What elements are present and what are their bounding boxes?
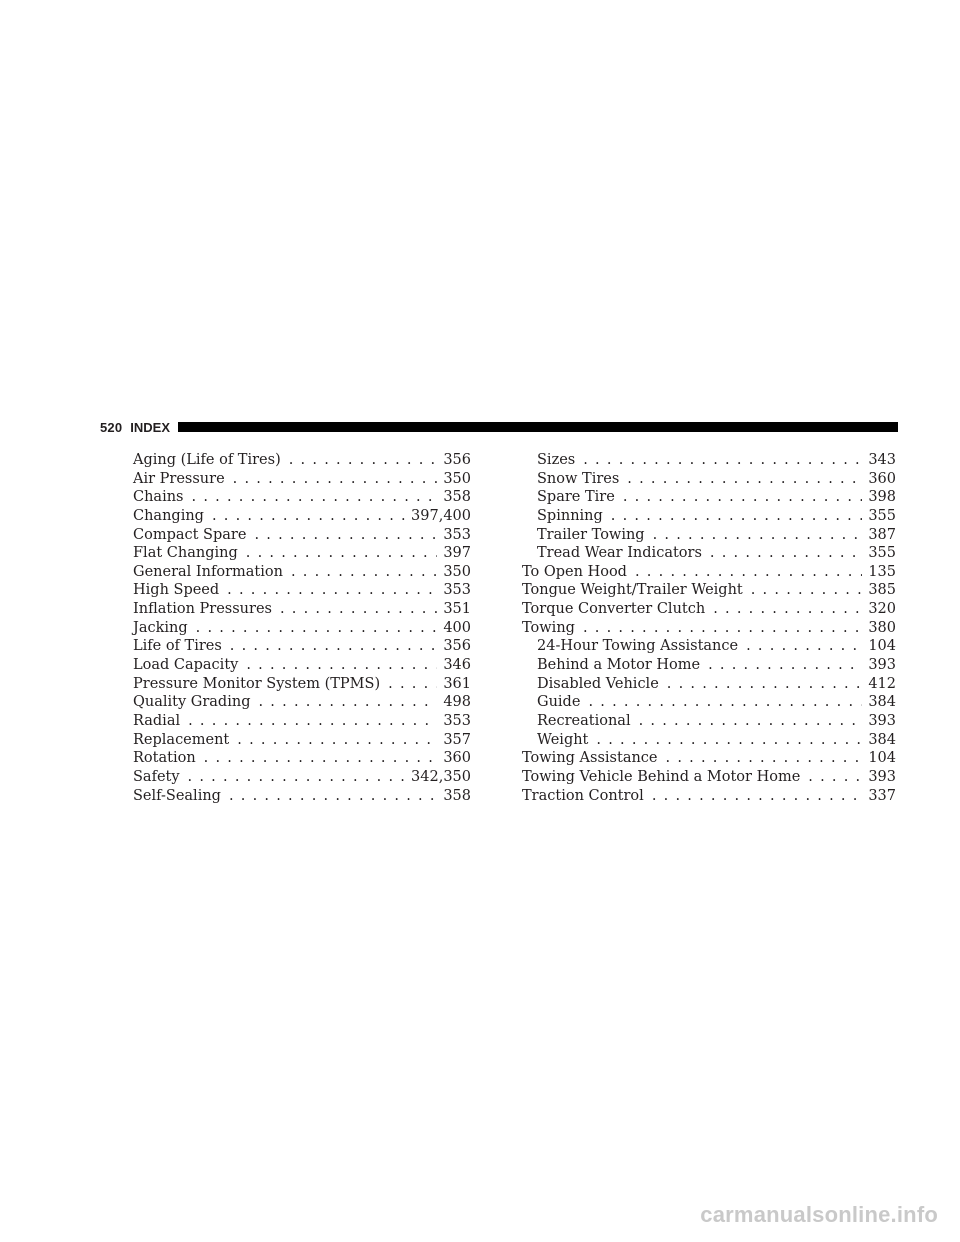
index-entry [133,656,471,675]
index-entry-label: Disabled Vehicle [537,675,659,692]
index-entry-page: 397,400 [411,507,471,524]
index-entry [522,488,896,507]
index-entry-page: 380 [868,619,896,636]
dot-leader [666,749,863,768]
index-entry-page: 356 [443,452,471,468]
index-entry-page: 357 [443,731,471,748]
index-entry [522,507,896,526]
index-entry-page: 353 [443,582,471,599]
index-entry [522,749,896,768]
dot-leader [230,637,438,656]
index-entry-page: 104 [868,638,896,655]
index-entry-page: 104 [868,750,896,767]
dot-leader [258,693,437,712]
index-entry-page: 358 [443,489,471,506]
index-entry-label: Spare Tire [537,489,615,506]
dot-leader [751,581,863,600]
index-entry-label: Torque Converter Clutch [522,601,706,618]
dot-leader [746,637,862,656]
index-entry-label: Replacement [133,731,230,748]
dot-leader [623,488,863,507]
dot-leader [713,600,862,619]
index-entry-label: Guide [537,694,581,711]
index-entry-page: 343 [868,452,896,468]
index-entry-page: 353 [443,712,471,729]
index-entry-label: Towing Assistance [522,750,658,767]
index-entry [522,563,896,582]
index-entry-page: 353 [443,526,471,543]
dot-leader [229,787,437,806]
index-entry [133,581,471,600]
index-entry-page: 350 [443,470,471,487]
index-entry-page: 384 [868,731,896,748]
dot-leader [611,507,863,526]
page-header [100,418,898,436]
index-entry [133,768,471,787]
dot-leader [237,731,437,750]
dot-leader [289,451,438,470]
index-entry-label: Self-Sealing [133,787,221,804]
index-entry-label: Life of Tires [133,638,222,655]
index-entry [522,768,896,787]
index-entry-label: Towing Vehicle Behind a Motor Home [522,768,801,785]
index-entry [522,675,896,694]
dot-leader [808,768,862,787]
index-entry-page: 387 [868,526,896,543]
dot-leader [583,619,862,638]
page-number: 520 [100,419,123,435]
dot-leader [639,712,863,731]
index-entry [133,488,471,507]
index-entry [133,637,471,656]
dot-leader [246,656,437,675]
index-entry [522,656,896,675]
index-entry [522,470,896,489]
index-entry-page: 346 [443,657,471,674]
index-entry-label: 24-Hour Towing Assistance [537,638,739,655]
dot-leader [280,600,437,619]
index-entry-label: To Open Hood [522,563,627,580]
index-entry-label: Spinning [537,507,603,524]
index-entry-page: 351 [443,601,471,618]
index-entry-label: Compact Spare [133,526,247,543]
index-entry [522,581,896,600]
dot-leader [196,619,438,638]
index-entry-label: Weight [537,731,589,748]
watermark: carmanualsonline.info [700,1202,938,1227]
index-entry-label: Tread Wear Indicators [537,545,702,562]
index-column-left [133,451,471,805]
dot-leader [583,451,862,470]
index-entry-label: Rotation [133,750,196,767]
index-entry [522,637,896,656]
index-entry-label: Flat Changing [133,545,238,562]
index-entry-page: 356 [443,638,471,655]
dot-leader [588,693,862,712]
index-entry-label: Towing [522,619,575,636]
index-entry [522,544,896,563]
index-entry-page: 412 [868,675,896,692]
index-entry [133,731,471,750]
index-entry-label: Aging (Life of Tires) [133,452,281,468]
index-entry-label: Changing [133,507,204,524]
index-entry-label: Jacking [133,619,188,636]
index-entry-label: General Information [133,563,283,580]
index-entry [133,451,471,470]
dot-leader [233,470,438,489]
index-entry [522,526,896,545]
index-entry [522,787,896,806]
dot-leader [188,768,405,787]
index-entry-label: Chains [133,489,184,506]
index-entry-page: 360 [443,750,471,767]
index-entry-label: Behind a Motor Home [537,657,701,674]
index-entry-label: Snow Tires [537,470,620,487]
index-entry-page: 355 [868,507,896,524]
index-entry-page: 398 [868,489,896,506]
index-entry-page: 361 [443,675,471,692]
dot-leader [212,507,405,526]
index-entry [522,693,896,712]
dot-leader [708,656,862,675]
index-entry-label: Quality Grading [133,694,251,711]
index-entry [522,619,896,638]
dot-leader [635,563,862,582]
index-entry-page: 384 [868,694,896,711]
index-entry-page: 342,350 [411,768,471,785]
index-entry-label: Trailer Towing [537,526,645,543]
index-entry-label: Radial [133,712,181,729]
dot-leader [667,675,863,694]
index-entry-page: 385 [868,582,896,599]
index-entry-label: Safety [133,768,180,785]
index-entry-page: 135 [868,563,896,580]
index-entry-label: Traction Control [522,787,644,804]
index-entry-page: 393 [868,712,896,729]
dot-leader [627,470,862,489]
index-entry [522,600,896,619]
index-entry [133,675,471,694]
section-title: INDEX [130,419,171,435]
index-entry-page: 350 [443,563,471,580]
index-entry-label: High Speed [133,582,220,599]
index-entry-page: 393 [868,768,896,785]
index-entry [522,712,896,731]
index-entry-page: 320 [868,601,896,618]
dot-leader [204,749,438,768]
index-entry [133,749,471,768]
index-entry [133,600,471,619]
dot-leader [596,731,862,750]
index-entry-label: Tongue Weight/Trailer Weight [522,582,743,599]
dot-leader [188,712,437,731]
index-entry-label: Load Capacity [133,657,239,674]
index-entry [133,563,471,582]
index-entry-page: 358 [443,787,471,804]
index-entry-label: Recreational [537,712,631,729]
index-entry [133,693,471,712]
dot-leader [388,675,437,694]
index-entry [133,619,471,638]
dot-leader [291,563,437,582]
index-entry [133,787,471,806]
header-rule [178,422,898,432]
dot-leader [653,526,863,545]
index-entry [522,451,896,470]
index-entry [133,507,471,526]
index-entry-label: Air Pressure [133,470,225,487]
dot-leader [192,488,438,507]
dot-leader [254,526,437,545]
index-entry-page: 397 [443,545,471,562]
dot-leader [710,544,862,563]
index-entry-label: Inflation Pressures [133,601,272,618]
dot-leader [227,581,437,600]
index-entry-page: 393 [868,657,896,674]
index-entry [522,731,896,750]
dot-leader [246,544,438,563]
index-entry-page: 355 [868,545,896,562]
index-entry-label: Pressure Monitor System (TPMS) [133,675,381,692]
index-column-right [522,451,896,805]
dot-leader [652,787,863,806]
index-entry-page: 400 [443,619,471,636]
index-entry [133,470,471,489]
index-entry [133,712,471,731]
index-entry [133,526,471,545]
index-entry-label: Sizes [537,452,576,468]
index-entry-page: 360 [868,470,896,487]
index-entry [133,544,471,563]
index-entry-page: 498 [443,694,471,711]
index-entry-page: 337 [868,787,896,804]
